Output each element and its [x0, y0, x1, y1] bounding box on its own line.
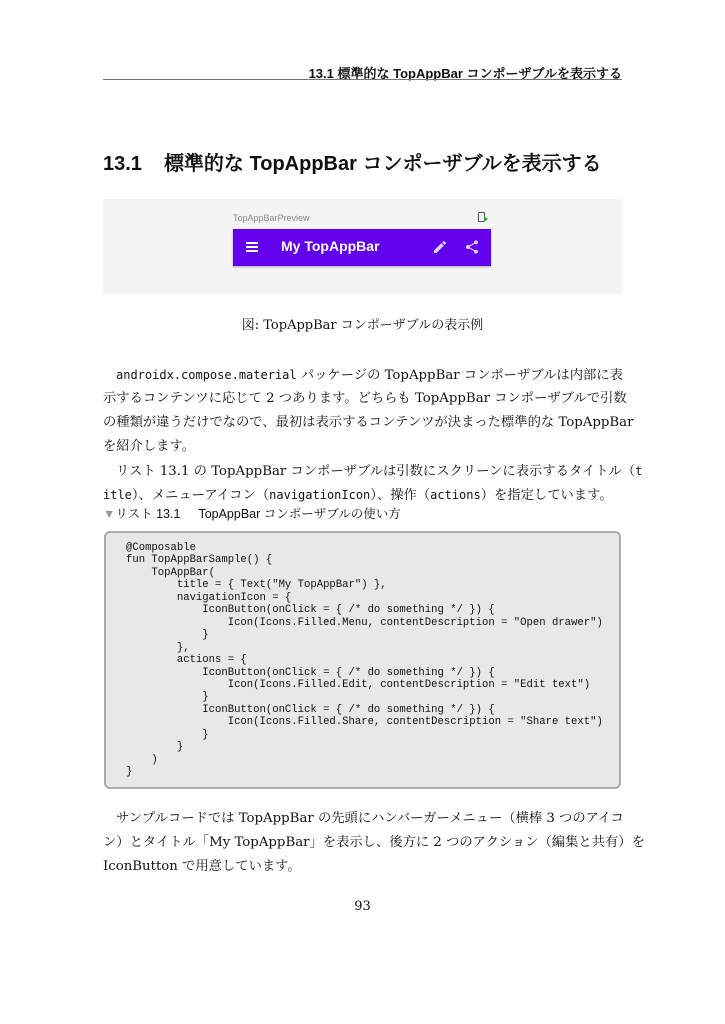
text-line: ン）とタイトル「My TopAppBar」を表示し、後方に 2 つのアクション（編集と共有）を — [103, 835, 645, 850]
appbar-title: My TopAppBar — [281, 238, 380, 254]
edit-icon — [432, 239, 448, 255]
code-term: itle — [103, 488, 132, 502]
listing-number: リスト 13.1 — [115, 507, 181, 521]
code-term: navigationIcon — [269, 488, 371, 502]
paragraph-summary — [103, 807, 645, 879]
text-line: の種類が違うだけでなので、最初は表示するコンテンツが決まった標準的な TopAppBar — [103, 415, 634, 430]
text-line: 示するコンテンツに応じて 2 つあります。どちらも TopAppBar コンポーザブルで引数 — [103, 391, 627, 406]
text-span: ）、メニューアイコン（ — [131, 488, 270, 503]
text-line — [103, 363, 622, 387]
text-span: ）を指定しています。 — [480, 488, 613, 503]
section-title: 標準的な TopAppBar コンポーザブルを表示する — [163, 153, 602, 175]
figure-preview — [103, 199, 622, 294]
deploy-preview-icon — [478, 212, 485, 222]
header-rule — [103, 79, 622, 80]
triangle-marker-icon: ▼ — [103, 507, 116, 521]
code-term: androidx.compose.material — [116, 368, 297, 382]
listing-title: TopAppBar コンポーザブルの使い方 — [198, 507, 401, 521]
preview-label: TopAppBarPreview — [233, 213, 310, 223]
code-term: t — [635, 464, 643, 478]
text-line — [103, 459, 643, 483]
code-text: @Composable fun TopAppBarSample() { TopAppBar( title = { Text("My TopAppBar") }, navigationIcon = { IconButton(onClick = { /* do something */ }) { Icon(Icons.Filled.Menu, contentDescription = "Open drawer") } }, actions = { IconButton(onClick = { /* do something */ }) { Icon(Icons.Filled.Edit, contentDescription = "Edit text") } IconButton(onClick = { /* do something */ }) { Icon(Icons.Filled.Share, contentDescription = "Share text") } } ) } — [126, 542, 603, 779]
text-span: リスト 13.1 の TopAppBar コンポーザブルは引数にスクリーンに表示するタイトル（ — [116, 464, 636, 479]
running-header: 13.1 標準的な TopAppBar コンポーザブルを表示する — [308, 66, 622, 81]
text-line: を紹介します。 — [103, 439, 196, 454]
top-app-bar — [233, 229, 491, 266]
code-block — [104, 531, 621, 789]
figure-caption: 図: TopAppBar コンポーザブルの表示例 — [241, 318, 484, 333]
paragraph-intro — [103, 363, 643, 507]
share-icon — [464, 239, 480, 255]
text-line: サンプルコードでは TopAppBar の先頭にハンバーガーメニュー（横棒 3 つのアイコ — [116, 811, 624, 826]
text-span: パッケージの TopAppBar コンポーザブルは内部に表 — [296, 368, 623, 383]
page-number: 93 — [354, 899, 371, 914]
section-heading — [103, 147, 602, 176]
text-span: ）、操作（ — [370, 488, 431, 503]
menu-icon — [246, 242, 258, 252]
code-term: actions — [430, 488, 481, 502]
listing-caption — [103, 504, 401, 522]
section-number: 13.1 — [103, 153, 142, 175]
text-line: IconButton で用意しています。 — [103, 859, 301, 874]
